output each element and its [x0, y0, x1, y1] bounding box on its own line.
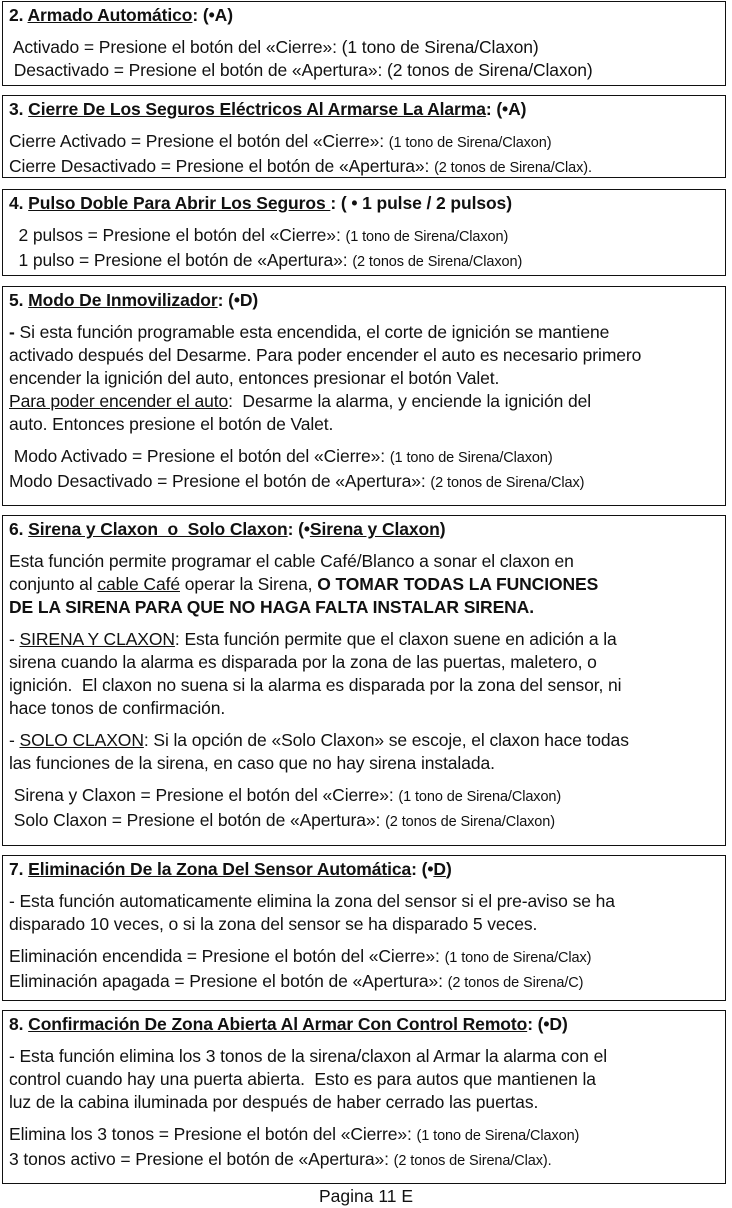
- text-segment: encender la ignición del auto, entonces presionar el botón Valet.: [9, 368, 500, 388]
- text-segment: (1 tono de Sirena/Clax): [444, 950, 592, 966]
- text-segment: : Esta función permite que el claxon suene en adición a la: [174, 629, 617, 649]
- text-segment: -: [9, 730, 20, 750]
- text-segment: (2 tonos de Sirena/Clax).: [434, 160, 592, 176]
- text-segment: disparado 10 veces, o si la zona del sensor se ha disparado 5 veces.: [9, 914, 538, 934]
- paragraph: [9, 224, 725, 274]
- text-line: [9, 1123, 725, 1148]
- section-title: [9, 518, 725, 541]
- paragraph: [9, 550, 725, 619]
- section-title: [9, 1013, 725, 1036]
- text-line: [9, 752, 725, 775]
- text-line: [9, 155, 725, 178]
- text-segment: control cuando hay una puerta abierta. Esto es para autos que mantienen la: [9, 1069, 596, 1089]
- text-segment: Eliminación encendida = Presione el botón del «Cierre»:: [9, 946, 445, 966]
- text-segment: D: [433, 859, 446, 879]
- text-line: [9, 224, 725, 249]
- text-segment: Cierre Activado = Presione el botón del «Cierre»:: [9, 131, 389, 151]
- text-line: [9, 596, 725, 619]
- text-segment: Esta función permite programar el cable Café/Blanco a sonar el claxon en: [9, 551, 574, 571]
- text-segment: Modo Activado = Presione el botón del «Cierre»:: [9, 446, 390, 466]
- text-segment: 5.: [9, 290, 29, 310]
- text-segment: operar la Sirena,: [179, 574, 318, 594]
- paragraph: [9, 628, 725, 720]
- text-segment: Eliminación De la Zona Del Sensor Automática: [28, 859, 412, 879]
- text-line: [9, 573, 725, 596]
- paragraph: [9, 729, 725, 775]
- text-line: [9, 1068, 725, 1091]
- text-segment: (2 tonos de Sirena/C): [447, 975, 584, 991]
- text-line: [9, 890, 725, 913]
- text-segment: hace tonos de confirmación.: [9, 698, 226, 718]
- text-line: [9, 1045, 725, 1068]
- paragraph: [9, 321, 725, 436]
- paragraph: [9, 130, 725, 178]
- text-line: [9, 674, 725, 697]
- text-segment: Desactivado = Presione el botón de «Apertura»: (2 tonos de Sirena/Claxon): [9, 60, 593, 80]
- text-line: [9, 413, 725, 436]
- text-segment: - Esta función automaticamente elimina la zona del sensor si el pre-aviso se ha: [9, 891, 615, 911]
- text-segment: : ( • 1 pulse / 2 pulsos): [330, 193, 512, 213]
- section-title: [9, 289, 725, 312]
- paragraph: [9, 945, 725, 995]
- text-segment: : Desarme la alarma, y enciende la ignición del: [228, 391, 592, 411]
- text-segment: 6.: [9, 519, 29, 539]
- text-segment: 2.: [9, 5, 28, 25]
- text-segment: auto. Entonces presione el botón de Valet.: [9, 414, 334, 434]
- text-segment: las funciones de la sirena, en caso que no hay sirena instalada.: [9, 753, 495, 773]
- section-title: [9, 98, 725, 121]
- text-segment: DE LA SIRENA PARA QUE NO HAGA FALTA INSTALAR SIRENA.: [9, 597, 534, 617]
- text-segment: Eliminación apagada = Presione el botón de «Apertura»:: [9, 971, 448, 991]
- section-armado-automatico: [2, 1, 726, 86]
- text-line: [9, 651, 725, 674]
- text-segment: Modo De Inmovilizador: [28, 290, 218, 310]
- text-segment: Armado Automático: [27, 5, 193, 25]
- text-segment: - Esta función elimina los 3 tonos de la sirena/claxon al Armar la alarma con el: [9, 1046, 607, 1066]
- text-segment: activado después del Desarme. Para poder encender el auto es necesario primero: [9, 345, 642, 365]
- text-line: [9, 59, 725, 82]
- section-sirena-claxon: [2, 515, 726, 846]
- text-segment: Solo Claxon = Presione el botón de «Apertura»:: [9, 810, 386, 830]
- text-segment: 1 pulso = Presione el botón de «Apertura»:: [9, 250, 353, 270]
- text-segment: 4.: [9, 193, 29, 213]
- text-segment: Sirena y Claxon o Solo Claxon: [28, 519, 288, 539]
- text-segment: (2 tonos de Sirena/Clax).: [393, 1153, 552, 1169]
- text-segment: Sirena y Claxon: [309, 519, 440, 539]
- text-segment: Si esta función programable esta encendida, el corte de ignición se mantiene: [19, 322, 610, 342]
- text-segment: sirena cuando la alarma es disparada por la zona de las puertas, maletero, o: [9, 652, 597, 672]
- text-segment: Pulso Doble Para Abrir Los Seguros: [28, 193, 331, 213]
- text-segment: ): [445, 859, 452, 879]
- text-segment: : (•: [411, 859, 434, 879]
- text-segment: 8.: [9, 1014, 29, 1034]
- text-segment: 3 tonos activo = Presione el botón de «Apertura»:: [9, 1149, 394, 1169]
- paragraph: [9, 784, 725, 834]
- page-footer: Pagina 11 E: [318, 1186, 414, 1206]
- text-line: [9, 809, 725, 834]
- text-line: [9, 390, 725, 413]
- section-pulso-doble: [2, 189, 726, 276]
- section-cierre-seguros: [2, 95, 726, 178]
- text-segment: luz de la cabina iluminada por después de haber cerrado las puertas.: [9, 1092, 539, 1112]
- text-segment: Confirmación De Zona Abierta Al Armar Con Control Remoto: [28, 1014, 528, 1034]
- text-segment: (1 tono de Sirena/Claxon): [345, 229, 509, 245]
- text-segment: : (•D): [217, 290, 259, 310]
- text-line: [9, 36, 725, 59]
- text-line: [9, 913, 725, 936]
- text-segment: 3.: [9, 99, 29, 119]
- text-segment: SOLO CLAXON: [19, 730, 144, 750]
- text-segment: 7.: [9, 859, 29, 879]
- paragraph: [9, 1123, 725, 1173]
- paragraph: [9, 36, 725, 82]
- text-segment: O TOMAR TODAS LA FUNCIONES: [317, 574, 599, 594]
- text-line: [9, 1091, 725, 1114]
- text-segment: : (•A): [485, 99, 527, 119]
- text-segment: ignición. El claxon no suena si la alarma es disparada por la zona del sensor, ni: [9, 675, 622, 695]
- text-segment: ): [439, 519, 446, 539]
- text-segment: SIRENA Y CLAXON: [19, 629, 175, 649]
- section-title: [9, 192, 725, 215]
- section-modo-inmovilizador: [2, 286, 726, 506]
- text-segment: Sirena y Claxon = Presione el botón del «Cierre»:: [9, 785, 399, 805]
- text-line: [9, 784, 725, 809]
- text-segment: conjunto al: [9, 574, 98, 594]
- text-segment: (1 tono de Sirena/Claxon): [389, 450, 553, 466]
- text-line: [9, 970, 725, 995]
- text-segment: : (•D): [527, 1014, 568, 1034]
- text-line: [9, 697, 725, 720]
- text-segment: -: [9, 629, 20, 649]
- text-segment: : (•A): [192, 5, 233, 25]
- text-line: [9, 344, 725, 367]
- text-line: [9, 445, 725, 470]
- text-segment: (1 tono de Sirena/Claxon): [388, 135, 552, 151]
- text-segment: : (•: [287, 519, 310, 539]
- text-line: [9, 470, 725, 495]
- text-line: [9, 945, 725, 970]
- text-segment: Para poder encender el auto: [9, 391, 229, 411]
- text-line: [9, 550, 725, 573]
- text-line: [9, 367, 725, 390]
- text-segment: : Si la opción de «Solo Claxon» se escoje, el claxon hace todas: [143, 730, 629, 750]
- text-segment: Cierre De Los Seguros Eléctricos Al Armarse La Alarma: [28, 99, 486, 119]
- section-eliminacion-zona-sensor: [2, 855, 726, 1001]
- paragraph: [9, 445, 725, 495]
- text-segment: 2 pulsos = Presione el botón del «Cierre»:: [9, 225, 346, 245]
- text-segment: Elimina los 3 tonos = Presione el botón del «Cierre»:: [9, 1124, 417, 1144]
- text-segment: Cierre Desactivado = Presione el botón de «Apertura»:: [9, 156, 435, 176]
- text-line: [9, 130, 725, 155]
- text-segment: Modo Desactivado = Presione el botón de «Apertura»:: [9, 471, 431, 491]
- text-segment: (2 tonos de Sirena/Claxon): [352, 254, 523, 270]
- section-title: [9, 858, 725, 881]
- paragraph: [9, 1045, 725, 1114]
- text-line: [9, 1148, 725, 1173]
- text-line: [9, 628, 725, 651]
- text-line: [9, 249, 725, 274]
- text-segment: (2 tonos de Sirena/Claxon): [385, 814, 555, 830]
- section-title: [9, 4, 725, 27]
- text-segment: (1 tono de Sirena/Claxon): [416, 1128, 580, 1144]
- section-confirmacion-zona-abierta: [2, 1010, 726, 1184]
- text-segment: (1 tono de Sirena/Claxon): [398, 789, 562, 805]
- text-segment: cable Café: [97, 574, 180, 594]
- text-segment: Activado = Presione el botón del «Cierre»: (1 tono de Sirena/Claxon): [9, 37, 539, 57]
- paragraph: [9, 890, 725, 936]
- text-segment: -: [9, 322, 20, 342]
- text-line: [9, 729, 725, 752]
- text-line: [9, 321, 725, 344]
- text-segment: (2 tonos de Sirena/Clax): [430, 475, 585, 491]
